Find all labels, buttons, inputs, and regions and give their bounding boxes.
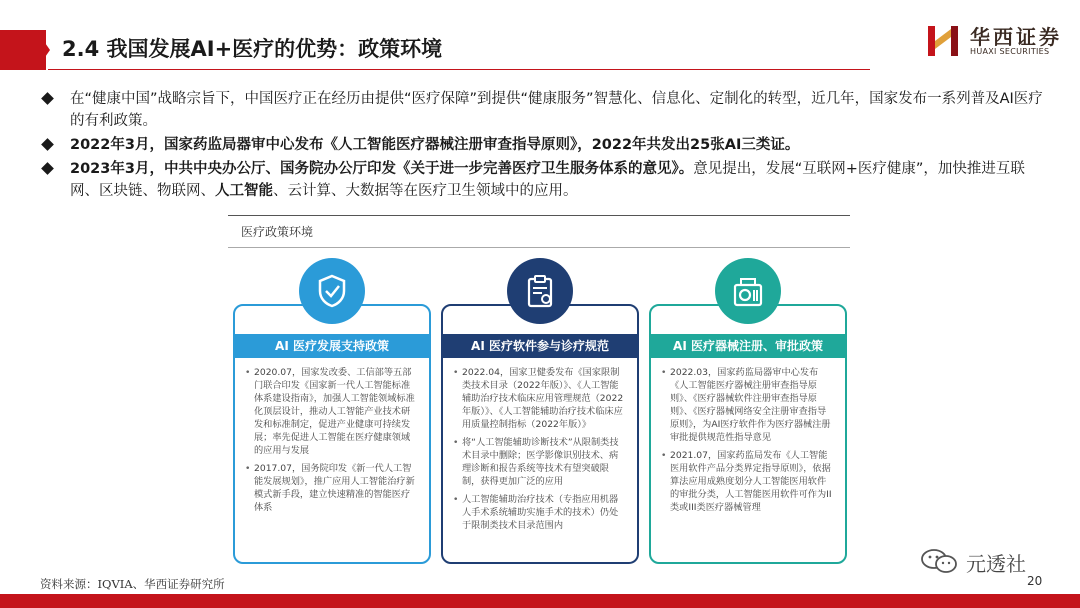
company-logo xyxy=(926,20,1066,64)
footer-bar xyxy=(0,594,1080,608)
policy-card-software xyxy=(441,304,639,564)
watermark xyxy=(918,548,1068,574)
bullet-item xyxy=(38,158,1048,202)
card-label: AI 医疗发展支持政策 xyxy=(233,334,431,358)
title-accent-chevron xyxy=(36,30,50,70)
logo-chinese-text: 华西证券 xyxy=(970,25,1062,49)
bullet-item xyxy=(38,134,1048,156)
policy-card-device xyxy=(649,304,847,564)
card-item: • 人工智能辅助治疗技术（专指应用机器人手术系统辅助实施手术的技术）仍处于限制类技术目录范围内 xyxy=(453,493,625,532)
card-label: AI 医疗软件参与诊疗规范 xyxy=(441,334,639,358)
card-item: • 将“人工智能辅助诊断技术”从限制类技术目录中删除；医学影像识别技术、病理诊断和报告系统等技术有望突破限制，获得更加广泛的应用 xyxy=(453,436,625,488)
bullet-text: 意见提出，发展“互联网+医疗健康”，加快推进互联网、区块链、物联网、 xyxy=(70,161,1025,199)
card-item: • 2017.07，国务院印发《新一代人工智能发展规划》，推广应用人工智能治疗新模式新手段，建立快速精准的智能医疗体系 xyxy=(245,462,417,514)
bullet-item xyxy=(38,88,1048,132)
card-item: • 2022.04，国家卫健委发布《国家限制类技术目录（2022年版）》、《人工智能辅助治疗技术临床应用管理规范（2022年版）》、《人工智能辅助治疗技术临床应用质量控制指标（2022年版）》 xyxy=(453,366,625,431)
card-item: • 2021.07，国家药监局发布《人工智能医用软件产品分类界定指导原则》，依据算法应用成熟度划分人工智能医用软件的审批分类，人工智能医用软件可作为II类或III类医疗器械管理 xyxy=(661,449,833,514)
policy-card-support xyxy=(233,304,431,564)
diamond-bullet-icon xyxy=(41,138,54,151)
figure-title: 医疗政策环境 xyxy=(241,225,314,239)
clipboard-medical-icon xyxy=(520,271,560,311)
logo-english-text: HUAXI SECURITIES xyxy=(970,47,1050,56)
figure-top-rule xyxy=(228,215,850,216)
title-divider xyxy=(48,69,870,70)
medical-device-icon xyxy=(728,271,768,311)
huaxi-logo-icon xyxy=(926,24,960,58)
bullet-text-emphasis: 人工智能 xyxy=(215,183,273,199)
card-item: • 2022.03，国家药监局器审中心发布《人工智能医疗器械注册审查指导原则》、《医疗器械软件注册审查指导原则》、《医疗器械网络安全注册审查指导原则》，为AI医疗软件作为医疗器械注册审批提供规范性指导意见 xyxy=(661,366,833,444)
card-body xyxy=(453,366,625,537)
card-body xyxy=(245,366,417,519)
figure-title-rule xyxy=(228,247,850,248)
bullet-text-bold: 2023年3月，中共中央办公厅、国务院办公厅印发《关于进一步完善医疗卫生服务体系的意见》。 xyxy=(70,161,694,177)
page-title: 2.4 我国发展AI+医疗的优势：政策环境 xyxy=(62,37,443,61)
bullet-text: 2022年3月，国家药监局器审中心发布《人工智能医疗器械注册审查指导原则》，2022年共发出25张AI三类证。 xyxy=(70,137,800,153)
bullet-list xyxy=(38,88,1048,204)
card-body xyxy=(661,366,833,519)
bullet-text: 、云计算、大数据等在医疗卫生领域中的应用。 xyxy=(273,183,578,199)
diamond-bullet-icon xyxy=(41,162,54,175)
source-note: 资料来源：IQVIA、华西证券研究所 xyxy=(40,577,225,591)
watermark-text: 元透社 xyxy=(966,552,1026,576)
card-icon-circle xyxy=(507,258,573,324)
card-item: • 2020.07，国家发改委、工信部等五部门联合印发《国家新一代人工智能标准体系建设指南》，加强人工智能领域标准化顶层设计，推动人工智能产业技术研发和标准制定，促进产业健康可持续发展；率先促进人工智能在医疗健康领域的应用与发展 xyxy=(245,366,417,457)
card-icon-circle xyxy=(299,258,365,324)
page-number: 20 xyxy=(1027,574,1043,588)
card-label: AI 医疗器械注册、审批政策 xyxy=(649,334,847,358)
diamond-bullet-icon xyxy=(41,92,54,105)
bullet-text: 在“健康中国”战略宗旨下，中国医疗正在经历由提供“医疗保障”到提供“健康服务”智慧化、信息化、定制化的转型，近几年，国家发布一系列普及AI医疗的有利政策。 xyxy=(70,91,1043,129)
wechat-icon xyxy=(920,548,960,574)
shield-check-icon xyxy=(312,271,352,311)
card-icon-circle xyxy=(715,258,781,324)
